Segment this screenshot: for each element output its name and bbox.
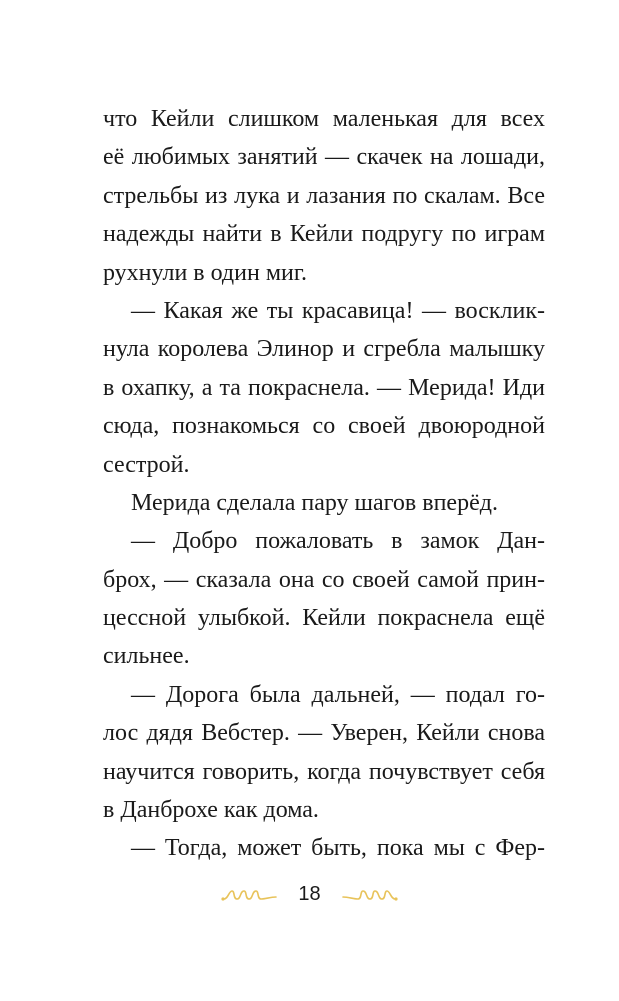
text-line: в Данброхе как дома. bbox=[103, 797, 319, 824]
page-footer bbox=[0, 876, 619, 912]
text-line: Мерида сделала пару шагов вперёд. bbox=[131, 489, 498, 516]
text-line: — Тогда, может быть, пока мы с Фер- bbox=[131, 835, 545, 862]
text-line: сестрой. bbox=[103, 451, 190, 478]
text-line: — Какая же ты красавица! — восклик- bbox=[131, 297, 545, 324]
text-line: что Кейли слишком маленькая для всех bbox=[103, 106, 545, 132]
flourish-right-icon bbox=[339, 884, 399, 904]
text-line: лос дядя Вебстер. — Уверен, Кейли снова bbox=[103, 720, 545, 747]
page-body bbox=[103, 100, 545, 868]
text-line: нула королева Элинор и сгребла малышку bbox=[103, 336, 545, 363]
text-line: надежды найти в Кейли подругу по играм bbox=[103, 221, 545, 248]
page-number: 18 bbox=[298, 883, 321, 905]
text-line: — Добро пожаловать в замок Дан- bbox=[131, 528, 545, 555]
flourish-left-icon bbox=[220, 884, 280, 904]
text-line: — Дорога была дальней, — подал го- bbox=[131, 681, 545, 708]
text-line: цессной улыбкой. Кейли покраснела ещё bbox=[103, 605, 545, 632]
text-line: сюда, познакомься со своей двоюродной bbox=[103, 413, 545, 440]
text-line: научится говорить, когда почувствует себя bbox=[103, 758, 545, 785]
text-line: её любимых занятий — скачек на лошади, bbox=[103, 144, 545, 171]
text-line: брох, — сказала она со своей самой прин- bbox=[103, 566, 545, 593]
text-line: стрельбы из лука и лазания по скалам. Все bbox=[103, 182, 545, 209]
text-line: сильнее. bbox=[103, 643, 190, 670]
text-line: рухнули в один миг. bbox=[103, 259, 307, 286]
text-line: в охапку, а та покраснела. — Мерида! Иди bbox=[103, 374, 545, 401]
